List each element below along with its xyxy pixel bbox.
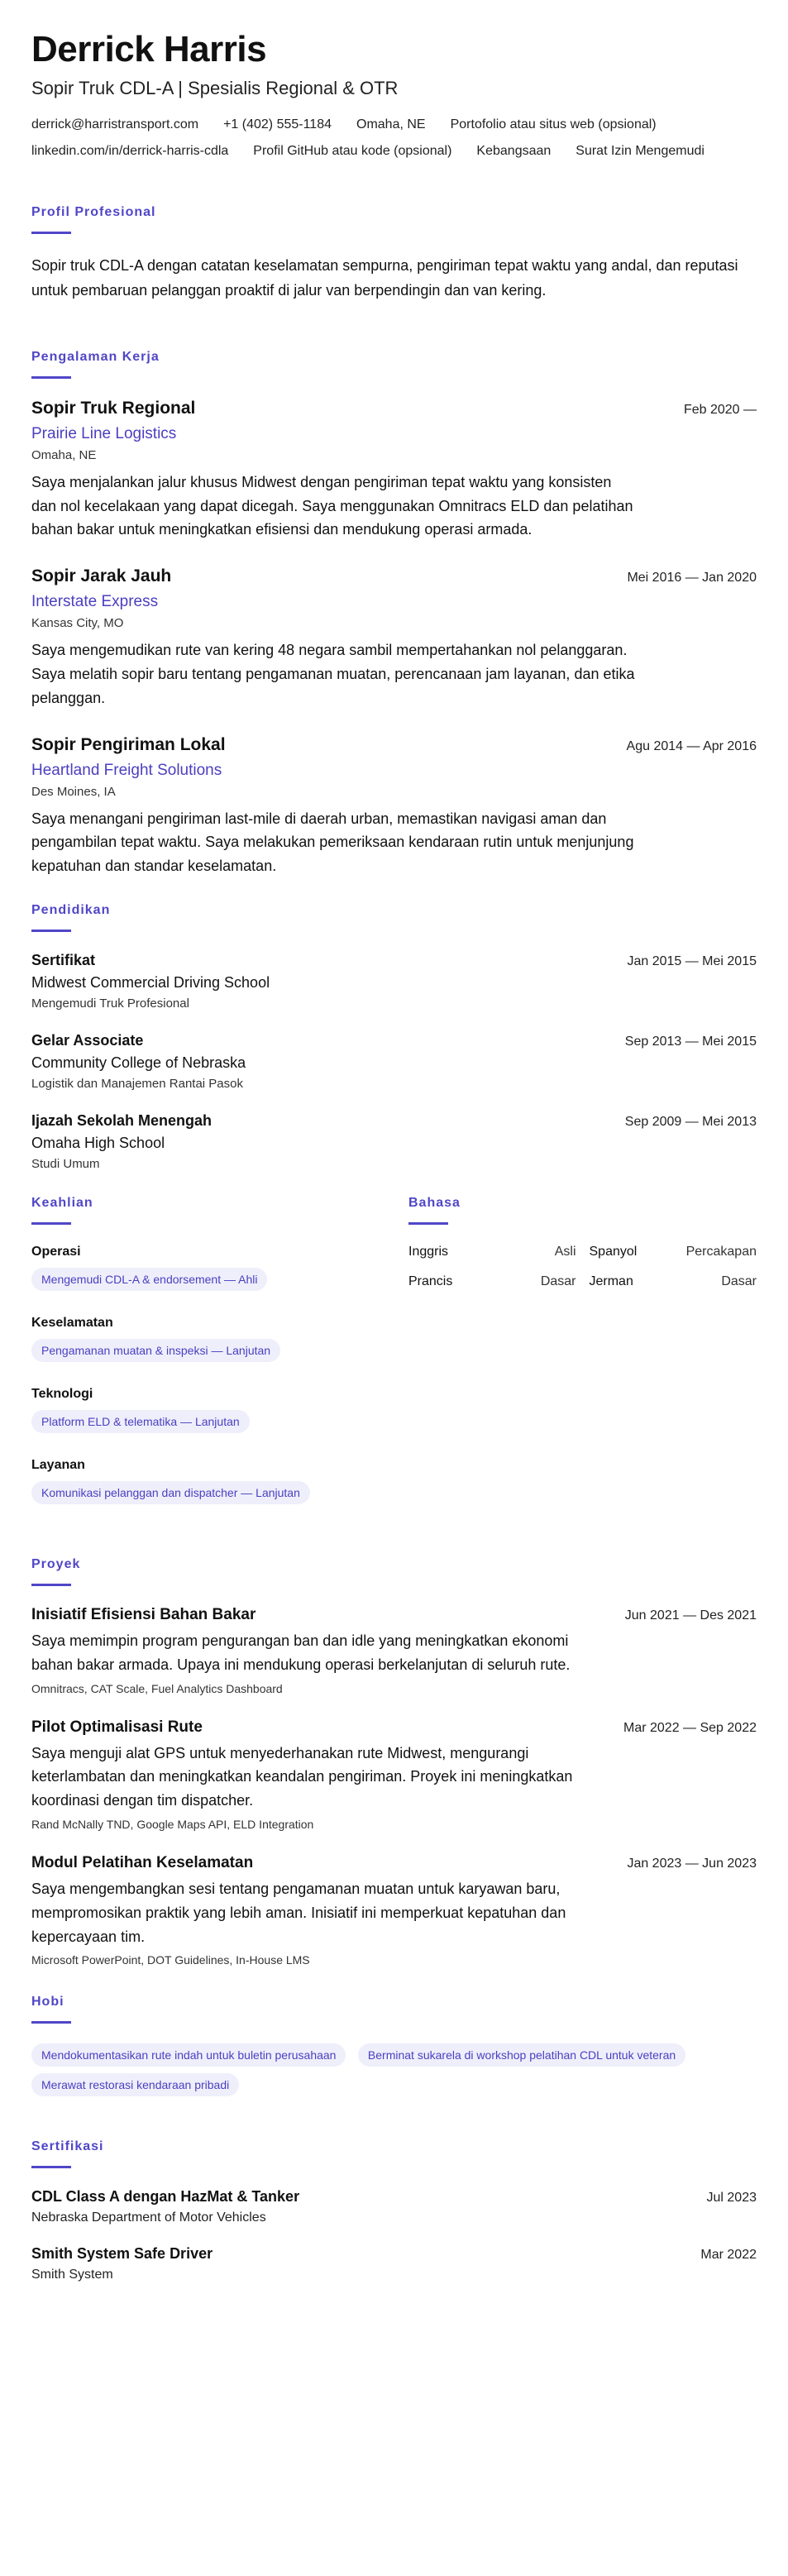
section-title: Pengalaman Kerja [31, 349, 160, 364]
section-divider [31, 1584, 71, 1586]
section-title: Keahlian [31, 1195, 93, 1210]
job-dates: Agu 2014 — Apr 2016 [626, 738, 757, 753]
job-location: Kansas City, MO [31, 616, 124, 631]
resume-header [31, 30, 757, 159]
certifications-section [31, 2139, 757, 2282]
hobby-chip: Mendokumentasikan rute indah untuk buletin perusahaan [31, 2043, 346, 2067]
project-dates: Jun 2021 — Des 2021 [624, 1608, 757, 1623]
section-divider [31, 2021, 71, 2024]
languages-section [408, 1196, 757, 1529]
contact-phone[interactable]: +1 (402) 555-1184 [223, 117, 332, 132]
certification-name: CDL Class A dengan HazMat & Tanker [31, 2188, 300, 2206]
skill-group [31, 1316, 408, 1369]
certification-date: Mar 2022 [700, 2248, 757, 2263]
project-entry [31, 1606, 757, 1695]
company-name: Interstate Express [31, 593, 159, 611]
certification-issuer: Smith System [31, 2268, 113, 2282]
degree-name: Sertifikat [31, 951, 96, 968]
project-tools: Microsoft PowerPoint, DOT Guidelines, In-House LMS [31, 1953, 310, 1967]
section-title: Bahasa [408, 1195, 461, 1210]
section-divider [31, 1222, 71, 1225]
field-of-study: Mengemudi Truk Profesional [31, 996, 189, 1011]
experience-section [31, 350, 757, 878]
project-dates: Jan 2023 — Jun 2023 [627, 1856, 757, 1871]
language-name: Spanyol [589, 1244, 638, 1259]
language-item [590, 1274, 757, 1289]
language-level: Dasar [540, 1274, 576, 1288]
project-description: Saya menguji alat GPS untuk menyederhanakan rute Midwest, mengurangi keterlambatan dan meningkatkan keandalan pengiriman. Proyek ini meningkatkan koordinasi dengan tim dispatcher. [31, 1744, 573, 1809]
degree-name: Ijazah Sekolah Menengah [31, 1111, 213, 1129]
certification-entry [31, 2188, 757, 2225]
hobby-chip: Berminat sukarela di workshop pelatihan CDL untuk veteran [358, 2043, 685, 2067]
section-divider [31, 2166, 71, 2168]
contact-drivers-license: Surat Izin Mengemudi [575, 144, 704, 159]
contact-list [31, 117, 726, 159]
language-grid [408, 1245, 757, 1289]
skill-group [31, 1245, 408, 1298]
job-description: Saya menangani pengiriman last-mile di daerah urban, memastikan navigasi aman dan pengambilan tepat waktu. Saya melakukan pemeriksaan kendaraan rutin untuk menjunjung kepatuhan dan standar keselamatan. [31, 810, 634, 875]
certification-name: Smith System Safe Driver [31, 2245, 213, 2263]
contact-linkedin[interactable]: linkedin.com/in/derrick-harris-cdla [31, 144, 229, 159]
experience-entry [31, 566, 757, 710]
project-name: Inisiatif Efisiensi Bahan Bakar [31, 1605, 256, 1623]
education-dates: Sep 2009 — Mei 2013 [624, 1114, 757, 1129]
education-entry [31, 1032, 757, 1091]
education-dates: Jan 2015 — Mei 2015 [627, 953, 757, 968]
company-name: Heartland Freight Solutions [31, 761, 222, 779]
contact-email[interactable]: derrick@harristransport.com [31, 117, 199, 132]
language-name: Inggris [408, 1244, 449, 1259]
language-name: Prancis [408, 1274, 453, 1288]
language-item [408, 1245, 576, 1259]
skill-group [31, 1387, 408, 1440]
contact-github[interactable]: Profil GitHub atau kode (opsional) [253, 144, 452, 159]
project-dates: Mar 2022 — Sep 2022 [623, 1720, 757, 1735]
education-dates: Sep 2013 — Mei 2015 [624, 1034, 757, 1049]
skills-languages-row [31, 1196, 757, 1529]
project-description: Saya mengembangkan sesi tentang pengamanan muatan untuk karyawan baru, mempromosikan praktik yang lebih aman. Inisiatif ini memperkuat kepatuhan dan kepercayaan tim. [31, 1880, 566, 1945]
job-dates: Mei 2016 — Jan 2020 [627, 571, 757, 585]
job-description: Saya menjalankan jalur khusus Midwest dengan pengiriman tepat waktu yang konsisten dan nol kecelakaan yang dapat dicegah. Saya menggunakan Omnitracs ELD dan pelatihan bahan bakar untuk meningkatkan efisiensi dan mendukung operasi armada. [31, 473, 633, 538]
project-tools: Omnitracs, CAT Scale, Fuel Analytics Dashboard [31, 1681, 283, 1695]
project-entry [31, 1718, 757, 1831]
certification-issuer: Nebraska Department of Motor Vehicles [31, 2210, 266, 2225]
language-item [408, 1274, 576, 1289]
project-description: Saya memimpin program pengurangan ban dan idle yang meningkatkan ekonomi bahan bakar armada. Upaya ini mendukung operasi berkelanjutan di seluruh rute. [31, 1632, 571, 1673]
skill-category: Keselamatan [31, 1315, 113, 1330]
contact-location: Omaha, NE [356, 117, 426, 132]
hobby-chip: Merawat restorasi kendaraan pribadi [31, 2073, 239, 2096]
section-divider [31, 930, 71, 932]
certification-date: Jul 2023 [706, 2191, 757, 2206]
project-name: Pilot Optimalisasi Rute [31, 1718, 203, 1736]
language-name: Jerman [589, 1274, 633, 1288]
skill-chip: Mengemudi CDL-A & endorsement — Ahli [31, 1268, 267, 1291]
language-item [590, 1245, 757, 1259]
school-name: Community College of Nebraska [31, 1054, 246, 1071]
section-divider [408, 1222, 448, 1225]
degree-name: Gelar Associate [31, 1031, 144, 1049]
skills-section [31, 1196, 408, 1529]
education-entry [31, 952, 757, 1011]
project-tools: Rand McNally TND, Google Maps API, ELD Integration [31, 1817, 314, 1831]
skill-chip: Komunikasi pelanggan dan dispatcher — Lanjutan [31, 1481, 310, 1504]
school-name: Midwest Commercial Driving School [31, 973, 270, 991]
section-title: Proyek [31, 1556, 81, 1571]
language-level: Asli [554, 1244, 576, 1259]
hobbies-section [31, 1995, 757, 2103]
job-title: Sopir Pengiriman Lokal [31, 734, 226, 754]
education-entry [31, 1112, 757, 1171]
skill-group [31, 1458, 408, 1511]
section-title: Sertifikasi [31, 2139, 104, 2154]
candidate-name: Derrick Harris [31, 29, 267, 69]
job-location: Omaha, NE [31, 447, 97, 462]
skill-chip: Platform ELD & telematika — Lanjutan [31, 1410, 250, 1433]
job-dates: Feb 2020 — [683, 402, 757, 417]
candidate-tagline: Sopir Truk CDL-A | Spesialis Regional & OTR [31, 78, 399, 99]
contact-nationality: Kebangsaan [476, 144, 552, 159]
section-divider [31, 232, 71, 234]
language-level: Dasar [721, 1274, 757, 1288]
experience-entry [31, 735, 757, 878]
education-section [31, 903, 757, 1171]
skill-category: Operasi [31, 1244, 81, 1259]
company-name: Prairie Line Logistics [31, 424, 177, 442]
certification-entry [31, 2245, 757, 2282]
field-of-study: Logistik dan Manajemen Rantai Pasok [31, 1076, 243, 1091]
section-divider [31, 376, 71, 379]
contact-portfolio[interactable]: Portofolio atau situs web (opsional) [450, 117, 657, 132]
language-level: Percakapan [685, 1244, 757, 1259]
summary-text: Sopir truk CDL-A dengan catatan keselamatan sempurna, pengiriman tepat waktu yang andal, dan reputasi untuk pembaruan pelanggan proaktif di jalur van berpendingin dan van kering. [31, 257, 738, 299]
skill-category: Teknologi [31, 1386, 93, 1401]
job-location: Des Moines, IA [31, 784, 116, 799]
job-title: Sopir Jarak Jauh [31, 566, 172, 586]
skill-category: Layanan [31, 1457, 85, 1472]
skill-chip: Pengamanan muatan & inspeksi — Lanjutan [31, 1339, 280, 1362]
project-entry [31, 1854, 757, 1967]
section-title: Hobi [31, 1995, 64, 2010]
section-title: Profil Profesional [31, 205, 156, 220]
hobby-list [31, 2043, 757, 2103]
field-of-study: Studi Umum [31, 1156, 100, 1171]
project-name: Modul Pelatihan Keselamatan [31, 1853, 254, 1871]
summary-section [31, 205, 757, 303]
projects-section [31, 1557, 757, 1967]
section-title: Pendidikan [31, 902, 111, 917]
school-name: Omaha High School [31, 1134, 165, 1151]
job-title: Sopir Truk Regional [31, 398, 196, 418]
job-description: Saya mengemudikan rute van kering 48 negara sambil mempertahankan nol pelanggaran. Saya melatih sopir baru tentang pengamanan muatan, perencanaan jam layanan, dan etika pelanggan. [31, 642, 635, 706]
experience-entry [31, 399, 757, 542]
